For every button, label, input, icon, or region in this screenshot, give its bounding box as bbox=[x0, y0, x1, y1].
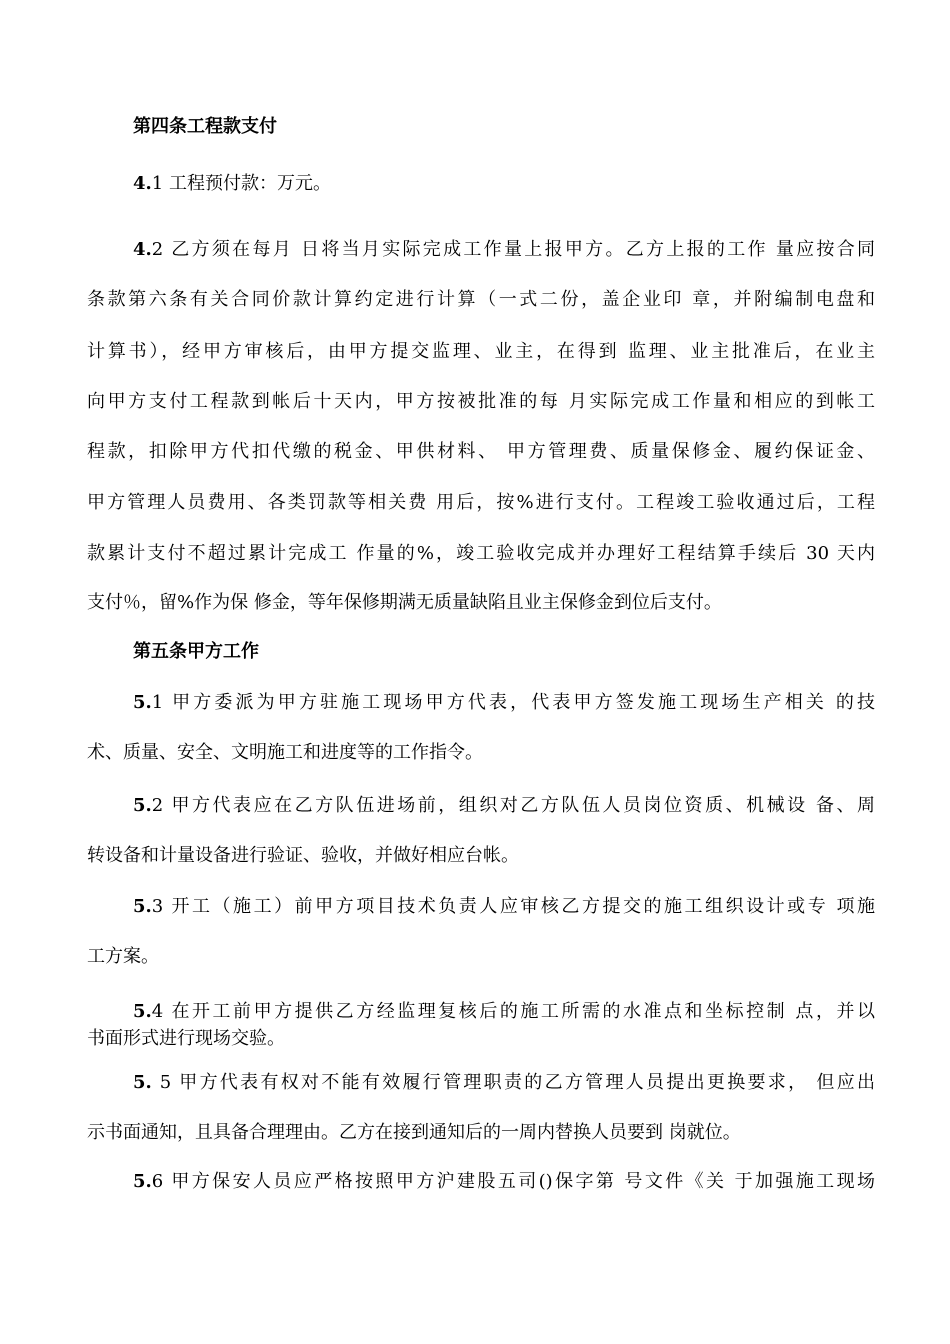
clause-4-2-line-7: 款累计支付不超过累计完成工 作量的%，竣工验收完成并办理好工程结算手续后 30 天内 bbox=[87, 543, 875, 564]
section-4-title: 第四条工程款支付 bbox=[133, 116, 277, 137]
clause-text: 1 工程预付款：万元。 bbox=[151, 173, 331, 194]
clause-4-2-line-4: 向甲方支付工程款到帐后十天内，甲方按被批准的每 月实际完成工作量和相应的到帐工 bbox=[87, 391, 875, 412]
clause-4-1 bbox=[133, 172, 331, 196]
clause-number: 5. bbox=[133, 896, 152, 917]
clause-text: 5 甲方代表有权对不能有效履行管理职责的乙方管理人员提出更换要求， 但应出 bbox=[151, 1072, 875, 1093]
clause-text: 1 甲方委派为甲方驻施工现场甲方代表，代表甲方签发施工现场生产相关 的技 bbox=[151, 692, 875, 713]
clause-5-2-line-2: 转设备和计量设备进行验证、验收，并做好相应台帐。 bbox=[87, 845, 519, 866]
clause-text: 6 甲方保安人员应严格按照甲方沪建股五司()保字第 号文件《关 于加强施工现场 bbox=[151, 1171, 875, 1192]
clause-number: 5. bbox=[133, 1171, 152, 1192]
clause-text: 2 甲方代表应在乙方队伍进场前，组织对乙方队伍人员岗位资质、机械设 备、周 bbox=[151, 795, 875, 816]
clause-4-2-line-5: 程款，扣除甲方代扣代缴的税金、甲供材料、 甲方管理费、质量保修金、履约保证金、 bbox=[87, 441, 875, 462]
clause-number: 5. bbox=[133, 795, 152, 816]
clause-number: 5. bbox=[133, 692, 152, 713]
clause-4-2-line-6: 甲方管理人员费用、各类罚款等相关费 用后，按%进行支付。工程竣工验收通过后，工程 bbox=[87, 492, 875, 513]
clause-number: 5. bbox=[133, 1072, 152, 1093]
clause-4-2-line-3: 计算书），经甲方审核后，由甲方提交监理、业主，在得到 监理、业主批准后，在业主 bbox=[87, 341, 875, 362]
clause-5-1-line-2: 术、质量、安全、文明施工和进度等的工作指令。 bbox=[87, 742, 483, 763]
clause-number: 5. bbox=[133, 1001, 152, 1022]
clause-5-5-line-1 bbox=[133, 1071, 875, 1095]
clause-5-6-line-1 bbox=[133, 1170, 875, 1194]
clause-5-4-line-1 bbox=[133, 1000, 875, 1024]
clause-5-3-line-2: 工方案。 bbox=[87, 946, 159, 967]
clause-text: 3 开工（施工）前甲方项目技术负责人应审核乙方提交的施工组织设计或专 项施 bbox=[151, 896, 875, 917]
clause-5-1-line-1 bbox=[133, 691, 875, 715]
clause-5-4-line-2: 书面形式进行现场交验。 bbox=[87, 1028, 285, 1049]
clause-4-2-line-8: 支付％，留%作为保 修金，等年保修期满无质量缺陷且业主保修金到位后支付。 bbox=[87, 592, 722, 613]
clause-number: 4. bbox=[133, 173, 152, 194]
clause-5-5-line-2: 示书面通知，且具备合理理由。乙方在接到通知后的一周内替换人员要到 岗就位。 bbox=[87, 1122, 741, 1143]
section-5-title: 第五条甲方工作 bbox=[133, 641, 259, 662]
clause-text: 2 乙方须在每月 日将当月实际完成工作量上报甲方。乙方上报的工作 量应按合同 bbox=[151, 239, 875, 260]
clause-5-2-line-1 bbox=[133, 794, 875, 818]
clause-text: 4 在开工前甲方提供乙方经监理复核后的施工所需的水准点和坐标控制 点，并以 bbox=[151, 1001, 875, 1022]
clause-4-2-line-1 bbox=[133, 238, 875, 262]
clause-number: 4. bbox=[133, 239, 152, 260]
clause-5-3-line-1 bbox=[133, 895, 875, 919]
clause-4-2-line-2: 条款第六条有关合同价款计算约定进行计算（一式二份，盖企业印 章，并附编制电盘和 bbox=[87, 289, 875, 310]
